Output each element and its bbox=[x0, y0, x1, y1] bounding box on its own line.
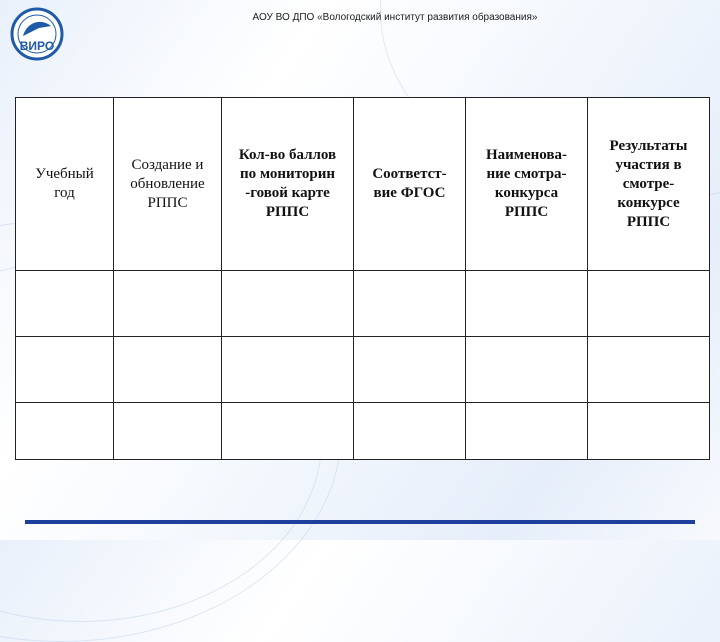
table-cell[interactable] bbox=[114, 337, 222, 403]
header-cell-fgos bbox=[354, 98, 466, 271]
table-cell[interactable] bbox=[588, 271, 710, 337]
table-cell[interactable] bbox=[588, 337, 710, 403]
header-line: РППС bbox=[147, 194, 188, 211]
header-line: по мониторин bbox=[240, 166, 335, 182]
page-title: АОУ ВО ДПО «Вологодский институт развития образования» bbox=[252, 12, 538, 23]
table-cell[interactable] bbox=[466, 403, 588, 460]
header-line: Учебный bbox=[35, 166, 94, 182]
header-line: участия в bbox=[615, 156, 682, 173]
header-line: Создание и bbox=[131, 156, 204, 173]
header-cell-score bbox=[222, 98, 354, 271]
rpps-table bbox=[15, 97, 710, 460]
header-line: ние смотра- bbox=[486, 166, 567, 182]
table-cell[interactable] bbox=[466, 271, 588, 337]
footer-accent-line bbox=[25, 520, 695, 524]
table-cell[interactable] bbox=[16, 271, 114, 337]
table-header-row bbox=[16, 98, 710, 271]
table-row bbox=[16, 271, 710, 337]
header-line: Кол-во баллов bbox=[238, 147, 337, 163]
header-line: РППС bbox=[504, 204, 549, 220]
table-cell[interactable] bbox=[354, 337, 466, 403]
table-cell[interactable] bbox=[222, 271, 354, 337]
header-line: -говой карте bbox=[245, 185, 330, 201]
table-cell[interactable] bbox=[16, 337, 114, 403]
header-line: смотре- bbox=[622, 175, 675, 192]
header-line: РППС bbox=[265, 204, 310, 220]
table-cell[interactable] bbox=[354, 403, 466, 460]
table-cell[interactable] bbox=[588, 403, 710, 460]
header-line: Наименова- bbox=[485, 147, 568, 163]
header-line: вие ФГОС bbox=[373, 185, 446, 201]
table-cell[interactable] bbox=[222, 337, 354, 403]
table-cell[interactable] bbox=[222, 403, 354, 460]
table-row bbox=[16, 403, 710, 460]
table-cell[interactable] bbox=[114, 271, 222, 337]
header-line: конкурса bbox=[494, 185, 559, 201]
table-cell[interactable] bbox=[114, 403, 222, 460]
header-cell-contest-name bbox=[466, 98, 588, 271]
header-cell-contest-results bbox=[588, 98, 710, 271]
viro-logo bbox=[9, 6, 65, 62]
header-cell-year bbox=[16, 98, 114, 271]
header-line: РППС bbox=[626, 213, 671, 230]
header-line: Соответст- bbox=[372, 166, 447, 182]
header-line: Результаты bbox=[609, 137, 688, 154]
header-line: год bbox=[54, 185, 75, 201]
table-cell[interactable] bbox=[466, 337, 588, 403]
header-cell-creation bbox=[114, 98, 222, 271]
logo-text: ВИРО bbox=[19, 39, 55, 53]
table-cell[interactable] bbox=[354, 271, 466, 337]
header-line: конкурсе bbox=[617, 194, 680, 211]
table-cell[interactable] bbox=[16, 403, 114, 460]
table-row bbox=[16, 337, 710, 403]
header-line: обновление bbox=[130, 175, 205, 192]
